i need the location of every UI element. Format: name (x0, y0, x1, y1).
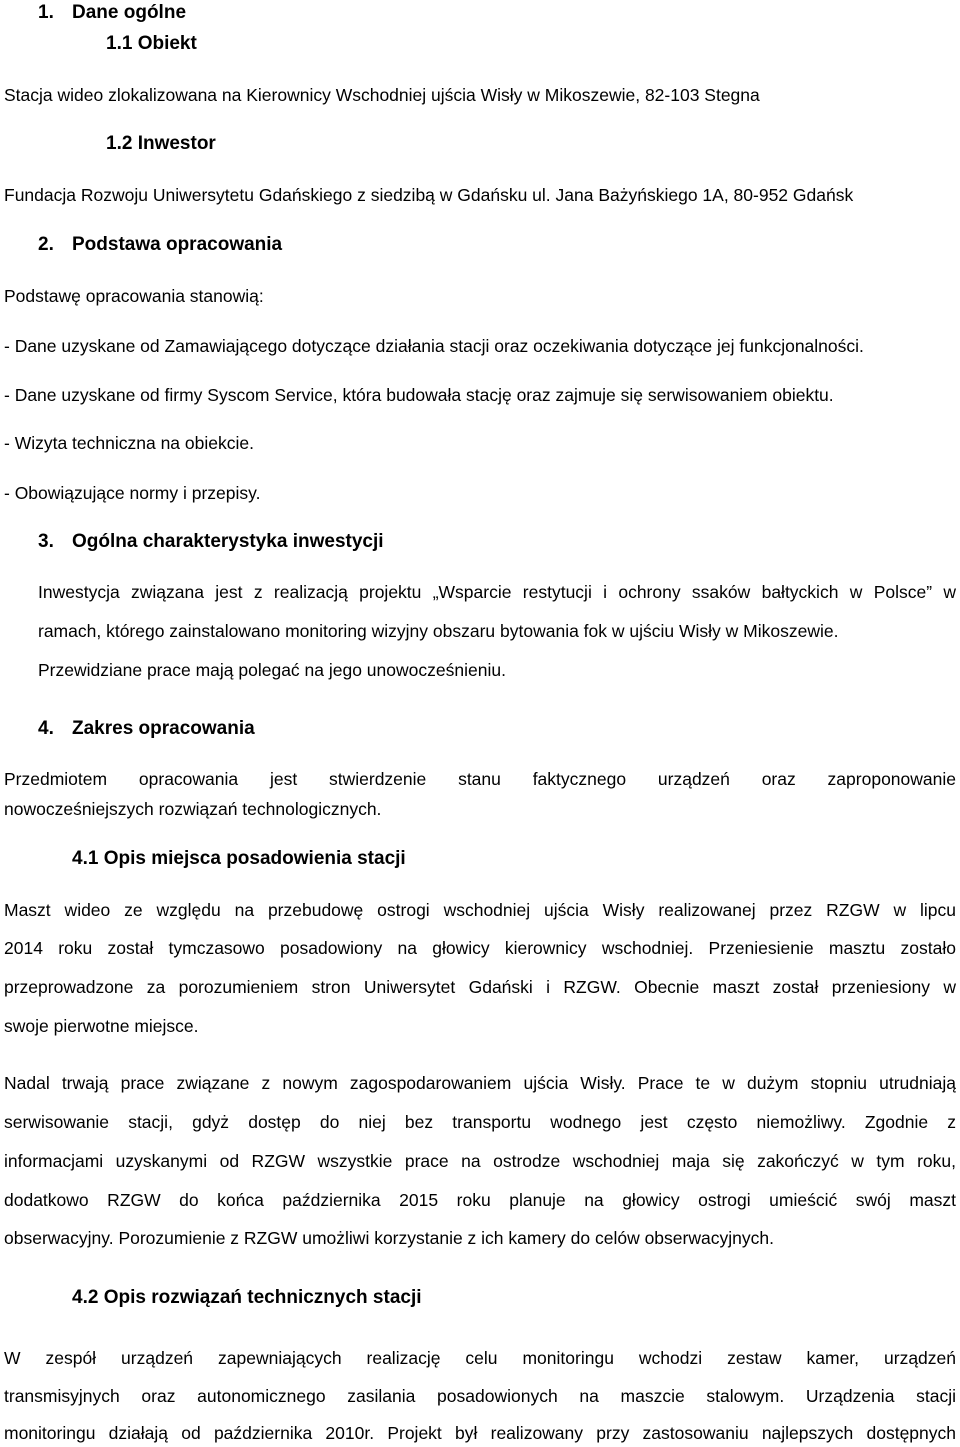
basis-item: - Wizyta techniczna na obiekcie. (4, 433, 254, 453)
location-line: informacjami uzyskanymi od RZGW wszystkie prace na ostrodze wschodniej maja się zakończyć w tym roku, (4, 1151, 956, 1171)
heading-text: Ogólna charakterystyka inwestycji (72, 531, 384, 552)
location-line: 2014 roku został tymczasowo posadowiony na głowicy kierownicy wschodniej. Przeniesienie masztu zostało (4, 938, 956, 958)
heading-text: Podstawa opracowania (72, 234, 283, 255)
basis-item: - Obowiązujące normy i przepisy. (4, 483, 261, 503)
investment-line: ramach, którego zainstalowano monitoring wizyjny obszaru bytowania fok w ujściu Wisły w Mikoszewie. (38, 621, 839, 641)
heading-4-2: 4.2 Opis rozwiązań technicznych stacji (72, 1287, 422, 1308)
heading-number: 2. (38, 234, 54, 255)
location-line: serwisowanie stacji, gdyż dostęp do niej bez transportu wodnego jest często niemożliwy. Zgodnie z (4, 1112, 956, 1132)
basis-item: - Dane uzyskane od firmy Syscom Service, która budowała stację oraz zajmuje się serwisowaniem obiektu. (4, 385, 834, 405)
investor-text: Fundacja Rozwoju Uniwersytetu Gdańskiego z siedzibą w Gdańsku ul. Jana Bażyńskiego 1A, 80-952 Gdańsk (4, 185, 854, 205)
location-line: obserwacyjny. Porozumienie z RZGW umożliwi korzystanie z ich kamery do celów obserwacyjnych. (4, 1228, 774, 1248)
heading-text: Dane ogólne (72, 2, 187, 23)
heading-number: 3. (38, 531, 54, 552)
investment-line: Inwestycja związana jest z realizacją projektu „Wsparcie restytucji i ochrony ssaków bałtyckich w Polsce” w (38, 582, 956, 602)
heading-3 (38, 530, 384, 554)
object-text: Stacja wideo zlokalizowana na Kierownicy Wschodniej ujścia Wisły w Mikoszewie, 82-103 Stegna (4, 85, 760, 105)
location-line: przeprowadzone za porozumieniem stron Uniwersytet Gdański i RZGW. Obecnie maszt został przeniesiony w (4, 977, 956, 997)
heading-1-2: 1.2 Inwestor (106, 133, 216, 154)
basis-item: - Dane uzyskane od Zamawiającego dotyczące działania stacji oraz oczekiwania dotyczące jej funkcjonalności. (4, 336, 864, 356)
location-line: Nadal trwają prace związane z nowym zagospodarowaniem ujścia Wisły. Prace te w dużym stopniu utrudniają (4, 1073, 956, 1093)
heading-4-1: 4.1 Opis miejsca posadowienia stacji (72, 848, 406, 869)
heading-number: 1. (38, 2, 54, 23)
heading-1 (38, 1, 186, 25)
investment-line: Przewidziane prace mają polegać na jego unowocześnieniu. (38, 660, 506, 680)
scope-line: Przedmiotem opracowania jest stwierdzenie stanu faktycznego urządzeń oraz zaproponowanie (4, 769, 956, 789)
heading-2 (38, 233, 282, 257)
heading-number: 4. (38, 718, 54, 739)
technical-line: W zespół urządzeń zapewniających realizację celu monitoringu wchodzi zestaw kamer, urządzeń (4, 1348, 956, 1368)
technical-line: transmisyjnych oraz autonomicznego zasilania posadowionych na maszcie stalowym. Urządzenia stacji (4, 1386, 956, 1406)
heading-4 (38, 717, 255, 741)
heading-text: Zakres opracowania (72, 718, 255, 739)
scope-line: nowocześniejszych rozwiązań technologicznych. (4, 799, 382, 819)
heading-1-1: 1.1 Obiekt (106, 33, 197, 54)
technical-line: monitoringu działają od października 2010r. Projekt był realizowany przy zastosowaniu najlepszych dostępnych (4, 1423, 956, 1443)
location-line: swoje pierwotne miejsce. (4, 1016, 199, 1036)
location-line: dodatkowo RZGW do końca października 2015 roku planuje na głowicy ostrogi umieścić swój maszt (4, 1190, 956, 1210)
basis-intro: Podstawę opracowania stanowią: (4, 286, 264, 306)
location-line: Maszt wideo ze względu na przebudowę ostrogi wschodniej ujścia Wisły realizowanej przez RZGW w lipcu (4, 900, 956, 920)
